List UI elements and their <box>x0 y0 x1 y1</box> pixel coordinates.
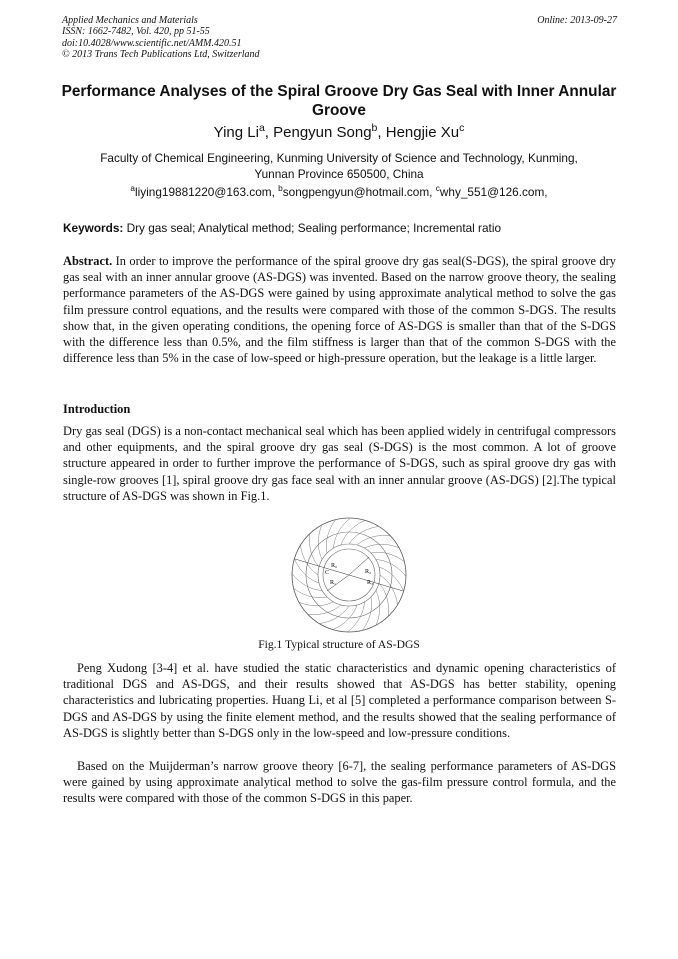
journal-name: Applied Mechanics and Materials <box>62 15 198 26</box>
issn-line: ISSN: 1662-7482, Vol. 420, pp 51-55 <box>62 26 210 38</box>
spiral-groove <box>349 526 379 544</box>
abstract-text: In order to improve the performance of the spiral groove dry gas seal(S-DGS), the spiral groove dry gas seal with an inner annular groove (AS-DGS) was invented. Based on the narrow groove theory, the sealing performance parameters of the AS-DGS were gained by using approximate analytical method to solve the gas film pressure control equations, and the results were compared with those of the common S-DGS. The results show that, in the given operating conditions, the opening force of AS-DGS is smaller than that of the S-DGS with the difference less than 0.5%, and the film stiffness is larger than that of the common S-DGS with the difference less than 5% in the case of low-speed or high-pressure operation, but the leakage is a little larger. <box>63 254 616 366</box>
author-name: Ying Li <box>213 124 259 141</box>
label-r2: R₂ <box>365 569 372 575</box>
copyright-line: © 2013 Trans Tech Publications Ltd, Switzerland <box>62 49 260 61</box>
label-c: C <box>325 570 330 576</box>
spiral-groove <box>341 520 365 545</box>
author-mark: b <box>371 122 378 134</box>
keywords <box>63 221 618 236</box>
email-address: songpengyun@hotmail.com, <box>282 185 433 199</box>
email-address: why_551@126.com, <box>439 185 548 199</box>
email-mark: b <box>278 184 283 194</box>
keywords-label: Keywords: <box>63 221 124 235</box>
email-mark: a <box>130 184 135 194</box>
email-mark: c <box>435 184 440 194</box>
label-r1: R₁ <box>330 580 337 586</box>
paper-title: Performance Analyses of the Spiral Groove Dry Gas Seal with Inner Annular Groove <box>61 83 617 119</box>
spiral-groove <box>319 606 349 624</box>
affiliation <box>60 150 618 182</box>
affiliation-line: Faculty of Chemical Engineering, Kunming University of Science and Technology, Kunming, <box>100 151 578 165</box>
spiral-groove <box>362 597 371 631</box>
label-r3: R₃ <box>367 580 374 586</box>
doi-line: doi:10.4028/www.scientific.net/AMM.420.51 <box>62 37 242 49</box>
intro-paragraph: Based on the Muijderman’s narrow groove theory [6-7], the sealing performance parameters of AS-DGS were gained by using approximate analytical method to solve the gas-film pressure control formula, and the results were compared with those of the common S-DGS in this paper. <box>63 759 616 806</box>
keywords-text: Dry gas seal; Analytical method; Sealing performance; Incremental ratio <box>126 221 502 235</box>
author-mark: a <box>258 122 265 134</box>
spiral-groove <box>326 520 335 554</box>
seal-ring-drawing <box>292 518 406 632</box>
spiral-groove <box>371 552 405 561</box>
figure-caption: Fig.1 Typical structure of AS-DGS <box>258 638 420 651</box>
author-name: Pengyun Song <box>273 124 372 141</box>
spiral-groove <box>300 545 318 575</box>
section-heading-introduction: Introduction <box>63 402 131 416</box>
label-r0: R₀ <box>331 563 338 569</box>
as-dgs-structure-figure <box>285 515 413 635</box>
intro-paragraph: Peng Xudong [3-4] et al. have studied the static characteristics and dynamic opening characteristics of traditional DGS and AS-DGS, and their results showed that AS-DGS has better stability, opening characteristics and lubricating properties. Huang Li, et al [5] completed a performance comparison between S-DGS and AS-DGS by using the finite element method, and the results showed that the sealing performance of AS-DGS is slightly better than S-DGS only in the low-speed and low-pressure conditions. <box>63 661 616 740</box>
abstract-label: Abstract. <box>63 254 113 268</box>
author-mark: c <box>459 122 465 134</box>
abstract <box>63 253 616 366</box>
email-list <box>60 185 618 200</box>
journal-header <box>62 15 617 61</box>
author-list: Ying Li$^a$, Pengyun Song$^b$, Hengjie Xu$^c$ <box>213 122 465 141</box>
spiral-groove <box>357 535 390 545</box>
spiral-groove <box>309 534 319 567</box>
intro-paragraph: Dry gas seal (DGS) is a non-contact mechanical seal which has been applied widely in centrifugal compressors and other equipments, and the spiral groove dry gas seal (S-DGS) is the most common. A lot of groove structure appeared in order to further improve the performance of S-DGS, such as spiral groove dry gas with single-row grooves [1], spiral groove dry gas face seal with an inner annular groove (AS-DGS) [2].The typical structure of AS-DGS was shown in Fig.1. <box>63 424 616 503</box>
online-date: Online: 2013-09-27 <box>537 15 617 26</box>
spiral-groove <box>333 605 357 630</box>
spiral-groove <box>294 588 328 597</box>
author-name: Hengjie Xu <box>385 124 460 141</box>
spiral-groove <box>308 605 341 615</box>
spiral-groove <box>380 575 398 605</box>
spiral-groove <box>379 583 389 616</box>
affiliation-line: Yunnan Province 650500, China <box>254 167 424 181</box>
email-address: liying19881220@163.com, <box>135 185 275 199</box>
